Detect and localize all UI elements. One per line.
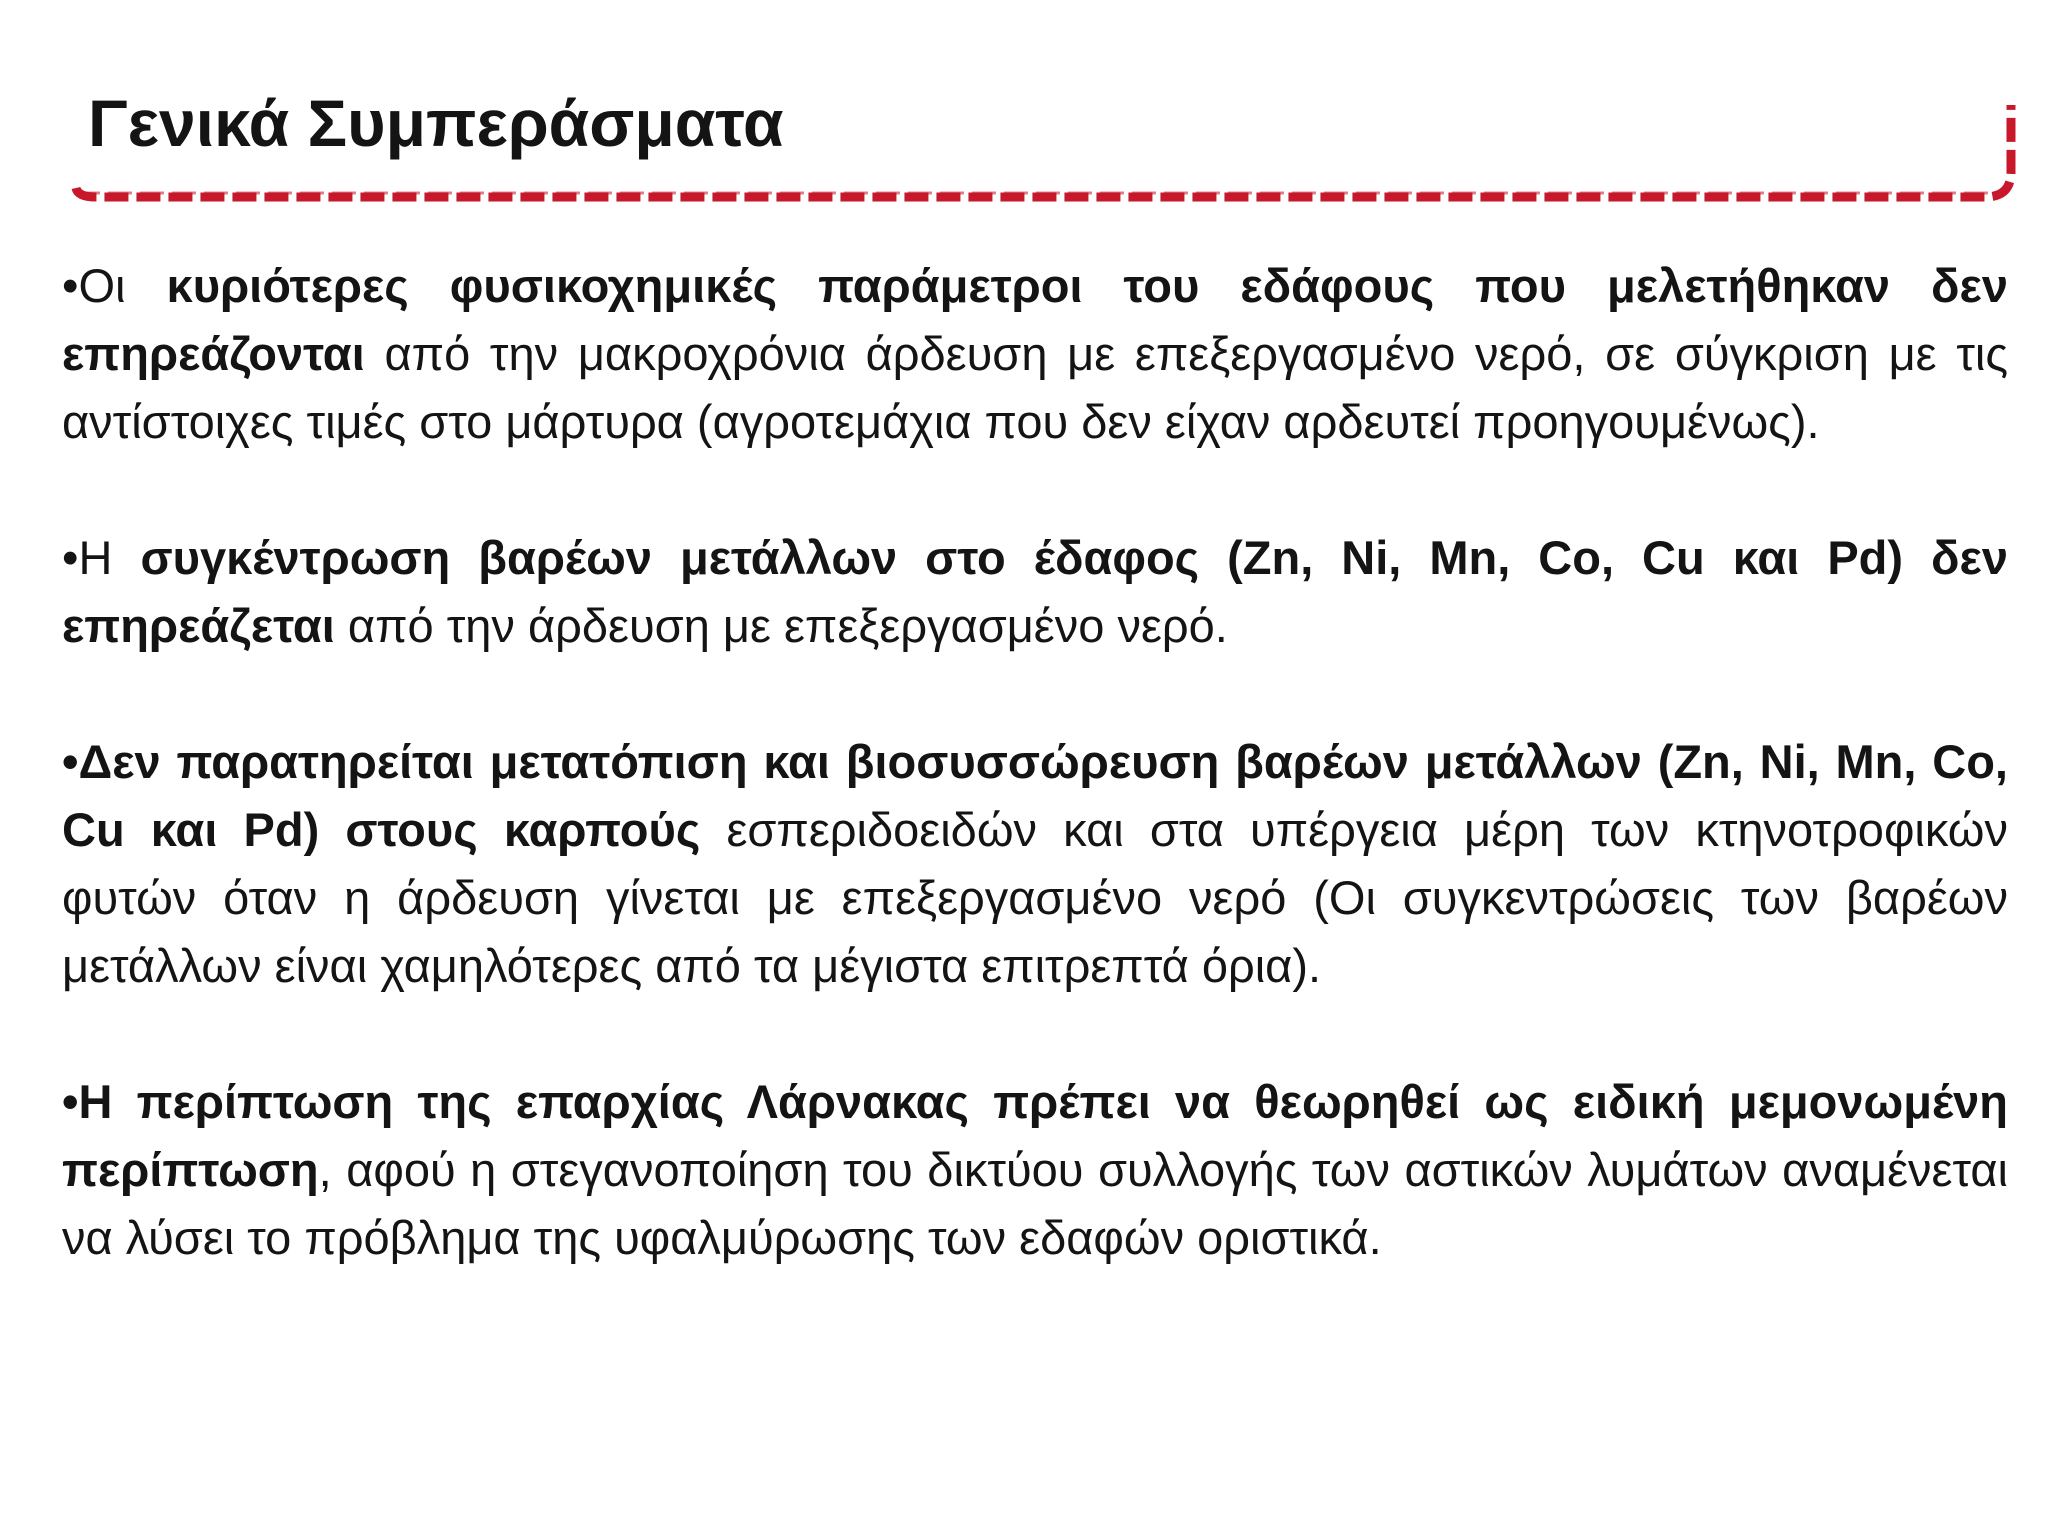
bullet-icon: • <box>62 735 79 788</box>
bullet-item-1 <box>62 252 2008 456</box>
bullet-body-text: από την μακροχρόνια άρδευση με επεξεργασμένο νερό, σε σύγκριση με τις αντίστοιχες τιμές στο μάρτυρα (αγροτεμάχια που δεν είχαν αρδευτεί προηγουμένως). <box>62 327 2008 448</box>
bullet-bold-text: Η περίπτωση της επαρχίας Λάρνακας πρέπει να θεωρηθεί ως ειδική μεμονωμένη περίπτωση <box>62 1075 2008 1196</box>
bullet-lead-text: Οι <box>78 259 167 312</box>
bullet-body-text: από την άρδευση με επεξεργασμένο νερό. <box>334 599 1228 652</box>
bullet-icon: • <box>62 531 79 584</box>
bullet-list <box>62 252 2008 1272</box>
bullet-bold-text: συγκέντρωση βαρέων μετάλλων στο έδαφος (Zn, Ni, Mn, Co, Cu και Pd) δεν επηρεάζεται <box>62 531 2008 652</box>
bullet-item-3 <box>62 728 2008 1000</box>
bullet-lead-text: Η <box>78 531 141 584</box>
bullet-body-text: εσπεριδοειδών και στα υπέργεια μέρη των κτηνοτροφικών φυτών όταν η άρδευση γίνεται με επεξεργασμένο νερό (Οι συγκεντρώσεις των βαρέων μετάλλων είναι χαμηλότερες από τα μέγιστα επιτρεπτά όρια). <box>62 803 2008 992</box>
bullet-body-text: , αφού η στεγανοποίηση του δικτύου συλλογής των αστικών λυμάτων αναμένεται να λύσει το πρόβλημα της υφαλμύρωσης των εδαφών οριστικά. <box>62 1143 2008 1264</box>
bullet-bold-text: Δεν παρατηρείται μετατόπιση και βιοσυσσώρευση βαρέων μετάλλων (Zn, Ni, Mn, Co, Cu και Pd) στους καρπούς <box>62 735 2008 856</box>
bullet-item-2 <box>62 524 2008 660</box>
bullet-icon: • <box>62 1075 79 1128</box>
bullet-item-4 <box>62 1068 2008 1272</box>
bullet-bold-text: κυριότερες φυσικοχημικές παράμετροι του εδάφους που μελετήθηκαν δεν επηρεάζονται <box>62 259 2008 380</box>
slide-title: Γενικά Συμπεράσματα <box>88 86 784 160</box>
bullet-icon: • <box>62 259 79 312</box>
